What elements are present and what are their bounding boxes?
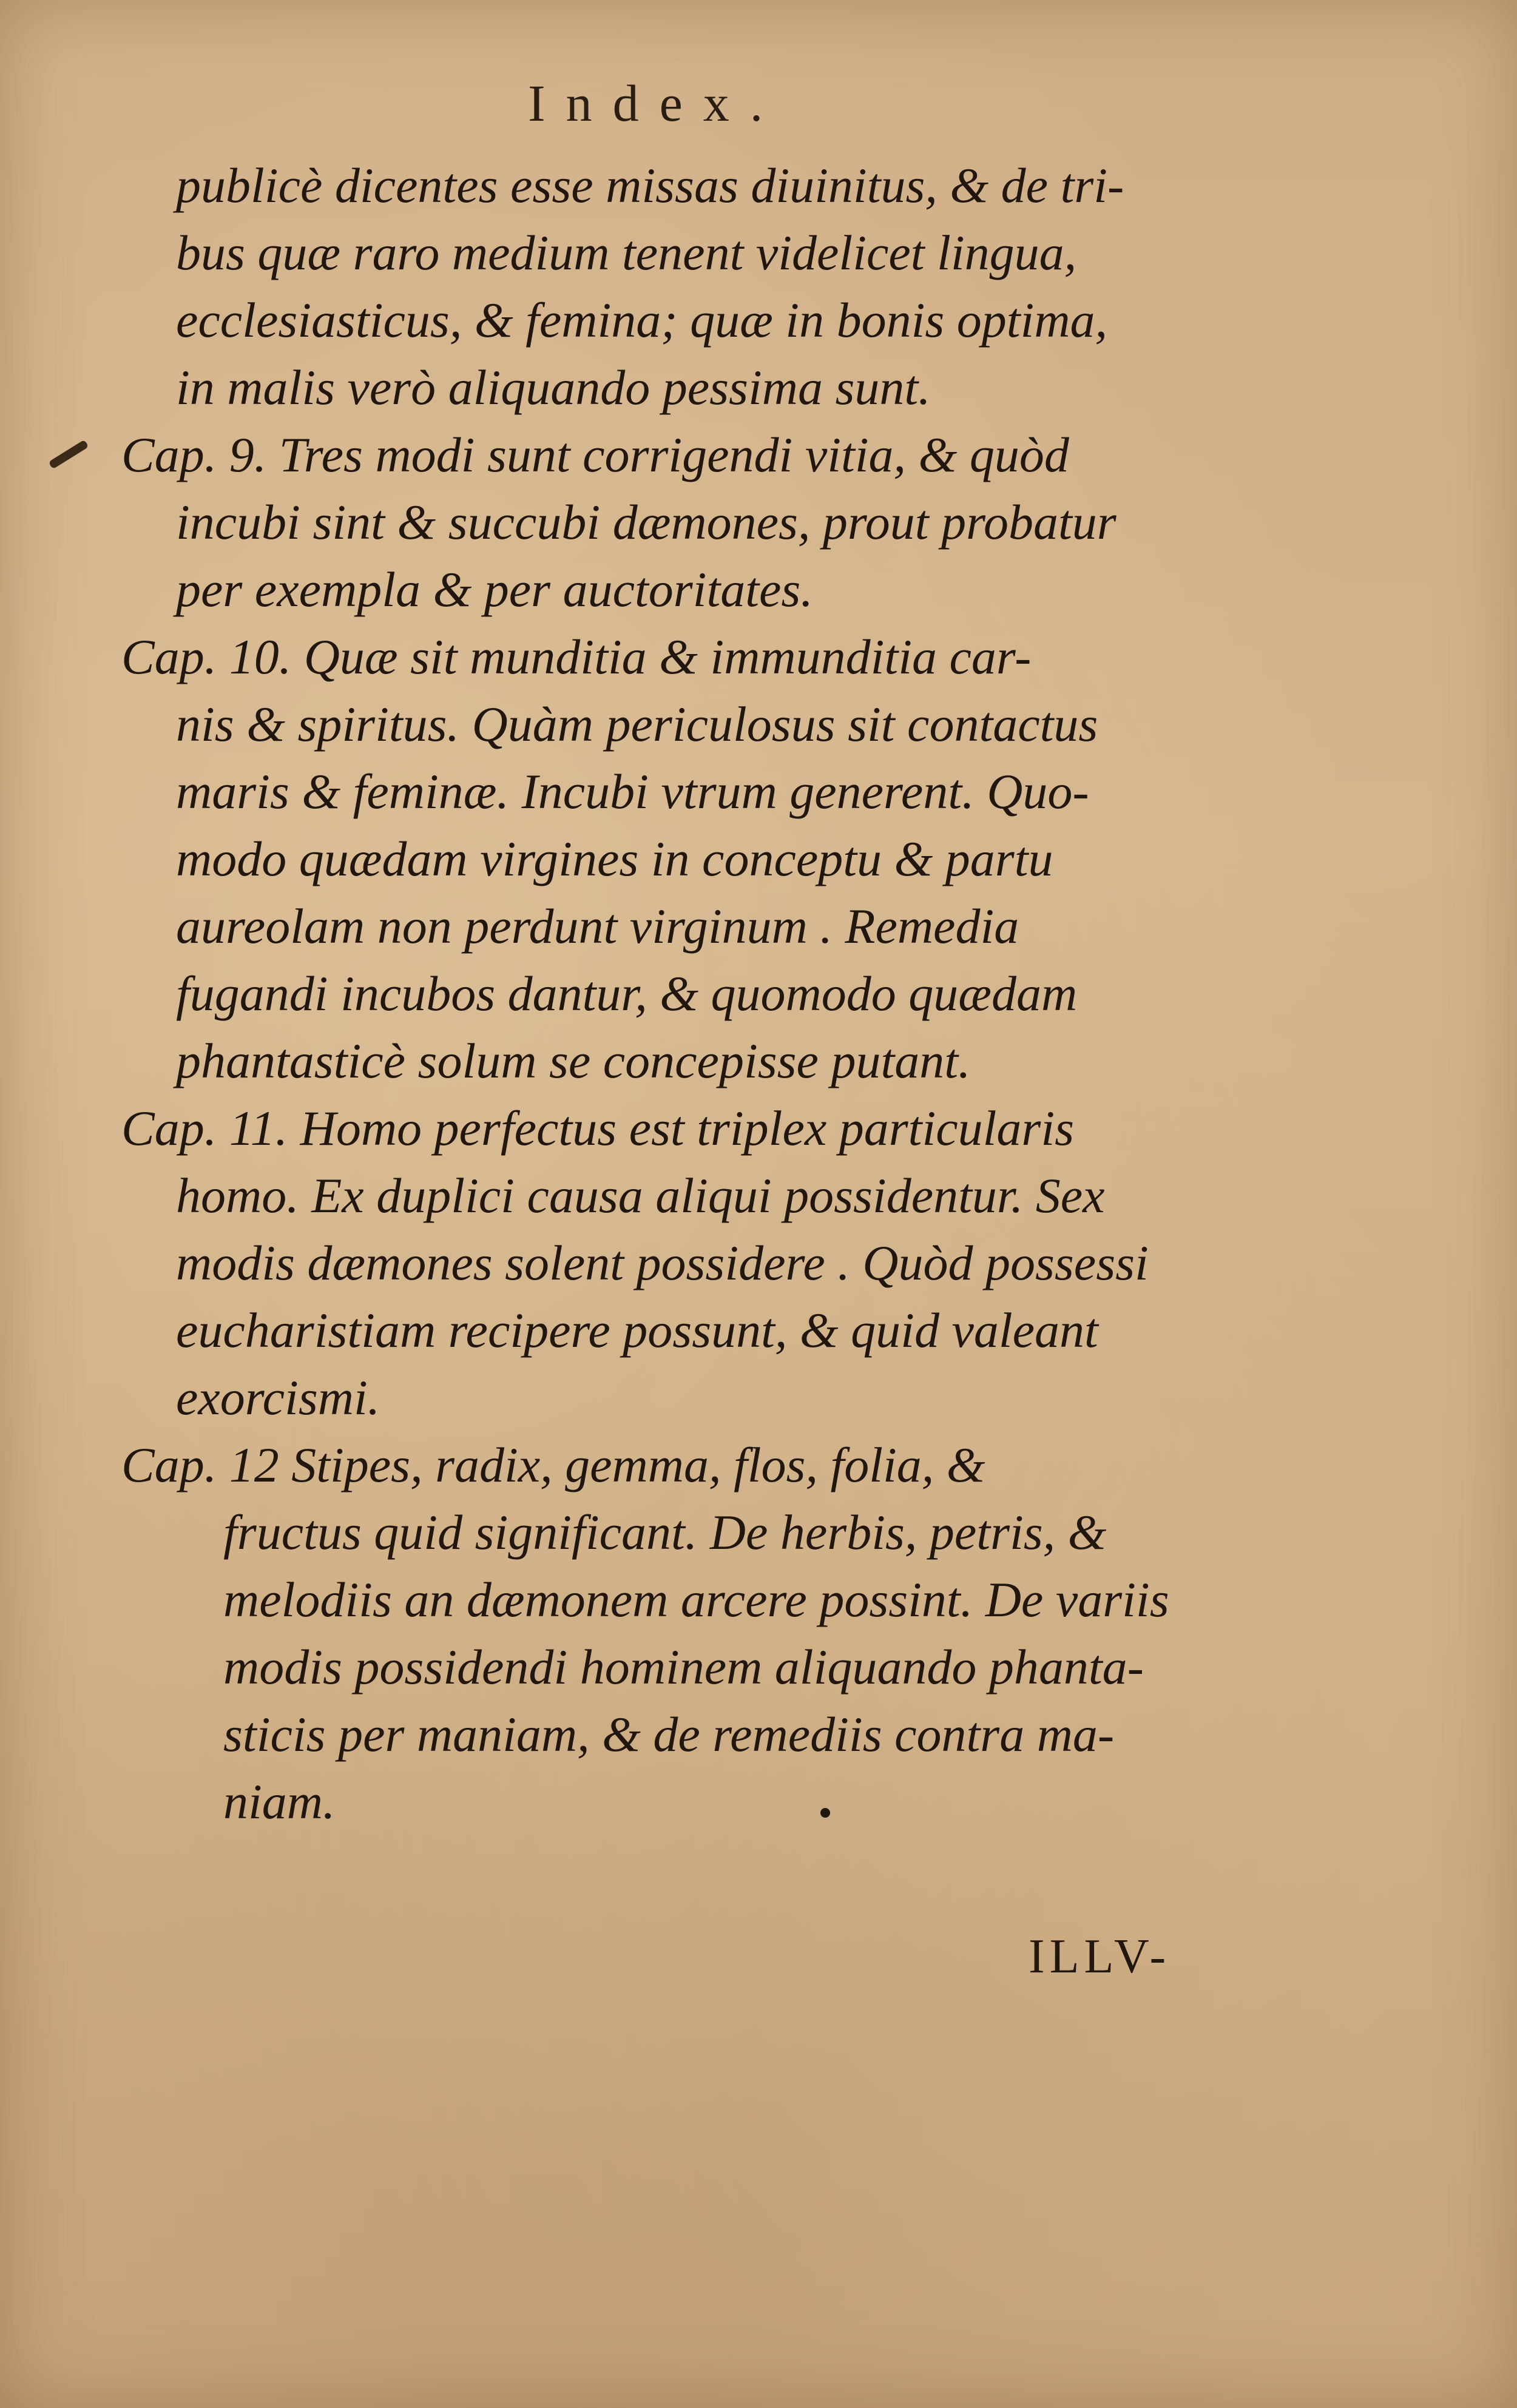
index-line: exorcismi.	[176, 1370, 380, 1425]
index-line: Cap. 12 Stipes, radix, gemma, flos, folia, &	[121, 1437, 985, 1492]
index-line: in malis verò aliquando pessima sunt.	[176, 360, 931, 415]
index-text	[121, 152, 1208, 1835]
index-line: incubi sint & succubi dæmones, prout probatur	[176, 494, 1117, 550]
index-line: modo quædam virgines in conceptu & partu	[176, 831, 1053, 886]
index-line: phantasticè solum se concepisse putant.	[176, 1033, 971, 1088]
index-line: modis possidendi hominem aliquando phanta-	[223, 1639, 1144, 1695]
index-line: Cap. 9. Tres modi sunt corrigendi vitia, & quòd	[121, 427, 1069, 482]
index-line: melodiis an dæmonem arcere possint. De variis	[223, 1572, 1169, 1627]
index-line: niam.	[223, 1774, 336, 1829]
index-line: modis dæmones solent possidere . Quòd possessi	[176, 1235, 1149, 1290]
index-line: fructus quid significant. De herbis, petris, &	[223, 1505, 1107, 1560]
index-line: homo. Ex duplici causa aliqui possidentur. Sex	[176, 1168, 1105, 1223]
index-line: bus quæ raro medium tenent videlicet lingua,	[176, 225, 1077, 280]
index-line: Cap. 11. Homo perfectus est triplex particularis	[121, 1101, 1075, 1156]
ornament-dot	[820, 1808, 830, 1818]
index-line: fugandi incubos dantur, & quomodo quædam	[176, 966, 1078, 1021]
index-line: ecclesiasticus, & femina; quæ in bonis optima,	[176, 292, 1108, 348]
index-line: Cap. 10. Quæ sit munditia & immunditia car-	[121, 629, 1032, 684]
index-line: per exempla & per auctoritates.	[176, 562, 813, 617]
catchword: ILLV-	[1029, 1930, 1171, 1983]
margin-pen-mark	[49, 440, 89, 470]
index-line: nis & spiritus. Quàm periculosus sit contactus	[176, 696, 1098, 752]
index-line: sticis per maniam, & de remediis contra ma-	[223, 1707, 1115, 1762]
index-line: publicè dicentes esse missas diuinitus, & de tri-	[176, 158, 1124, 213]
index-line: eucharistiam recipere possunt, & quid valeant	[176, 1303, 1098, 1358]
index-line: maris & feminæ. Incubi vtrum generent. Quo-	[176, 764, 1089, 819]
running-head: Index.	[528, 74, 784, 132]
index-line: aureolam non perdunt virginum . Remedia	[176, 899, 1019, 954]
